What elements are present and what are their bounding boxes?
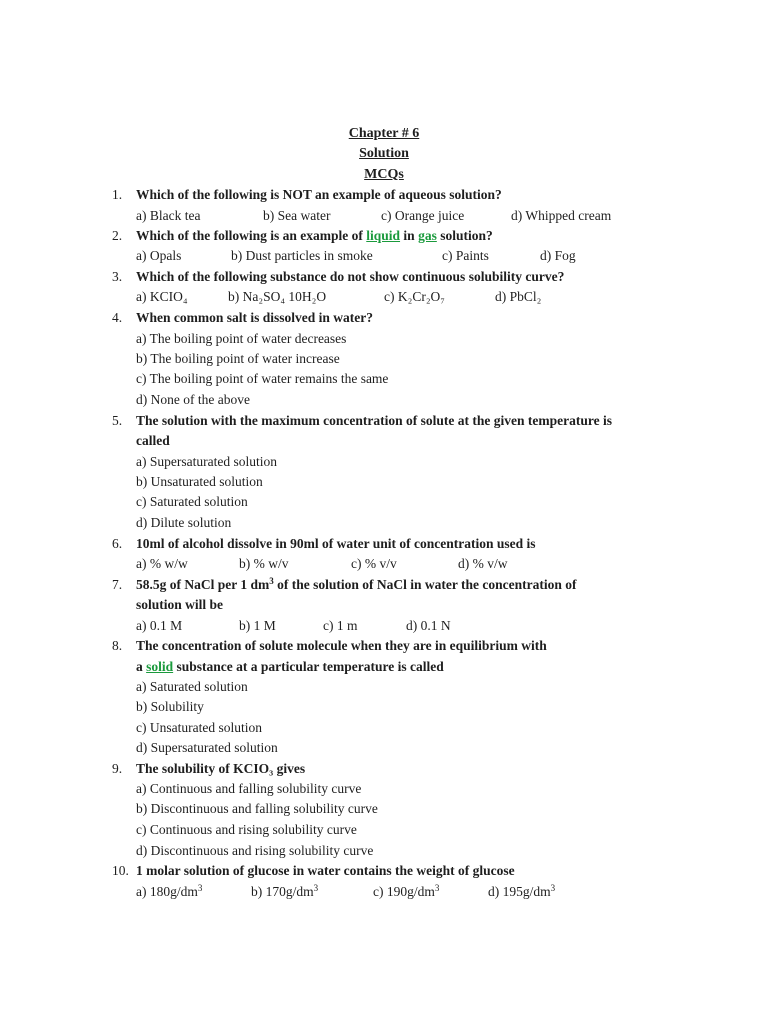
option-b: b) % w/v [239,556,289,571]
question-text-continued: a solid substance at a particular temperature is called [136,659,444,674]
option-c: c) $190g/dm^3$ [373,883,440,899]
question-number: 3. [112,269,123,284]
option-c: c) Orange juice [381,208,465,223]
question-text: The concentration of solute molecule when they are in equilibrium with [136,638,547,653]
question-text: The solution with the maximum concentration of solute at the given temperature is [136,413,612,428]
option-d: d) Supersaturated solution [136,740,278,755]
question-number: 9. [112,761,123,776]
option-c: c) Continuous and rising solubility curve [136,822,357,837]
option-a: a) 0.1 M [136,618,183,633]
option-a: a) The boiling point of water decreases [136,331,347,346]
option-c: c) 1 m [323,618,358,633]
question-number: 2. [112,228,123,243]
option-b: b) 1 M [239,618,276,633]
question-text-continued: solution will be [136,597,224,612]
option-a: a) % w/w [136,556,188,571]
option-c: c) Paints [442,248,489,263]
question-text: 1 molar solution of glucose in water contains the weight of glucose [136,863,515,878]
option-b: b) Discontinuous and falling solubility curve [136,801,378,816]
option-d: d) None of the above [136,392,250,407]
option-b: b) The boiling point of water increase [136,351,340,366]
question-number: 6. [112,536,123,551]
question-number: 4. [112,310,123,325]
highlight-liquid: liquid [366,228,401,243]
highlight-gas: gas [418,228,437,243]
option-b: b) Dust particles in smoke [231,248,373,263]
option-a: a) Supersaturated solution [136,454,277,469]
question-number: 10. [112,863,129,878]
question-text: Which of the following is NOT an example of aqueous solution? [136,187,502,202]
option-b: b) Na₂SO₄ 10H₂O [228,289,327,304]
option-d: d) $195g/dm^3$ [488,883,556,899]
option-a: a) Black tea [136,208,201,223]
option-b: b) Sea water [263,208,331,223]
option-d: d) PbCl₂ [495,289,542,304]
option-b: b) $170g/dm^3$ [251,883,319,899]
option-a: a) Opals [136,248,182,263]
option-c: c) The boiling point of water remains the same [136,371,389,386]
option-b: b) Solubility [136,699,204,714]
question-number: 5. [112,413,123,428]
option-a: a) $180g/dm^3$ [136,883,203,899]
option-c: c) Saturated solution [136,494,248,509]
question-text: 58.5g of NaCl per 1 $dm^3$ of the solution of NaCl in water the concentration of [136,576,577,592]
option-c: c) Unsaturated solution [136,720,262,735]
option-d: d) Dilute solution [136,515,232,530]
option-a: a) Continuous and falling solubility curve [136,781,362,796]
option-d: d) Whipped cream [511,208,612,223]
option-b: b) Unsaturated solution [136,474,263,489]
question-text-continued: called [136,433,170,448]
question-number: 1. [112,187,123,202]
option-a: a) Saturated solution [136,679,248,694]
chapter-heading: Chapter # 6 [348,126,420,141]
question-text: 10ml of alcohol dissolve in 90ml of water unit of concentration used is [136,536,536,551]
section-heading: MCQs [364,167,404,182]
question-number: 8. [112,638,123,653]
question-number: 7. [112,577,123,592]
option-c: c) K₂Cr₂O₇ [384,289,445,304]
highlight-solid: solid [146,659,174,674]
option-d: d) Fog [540,248,576,263]
question-text: Which of the following is an example of liquid in gas solution? [136,228,493,243]
option-c: c) % v/v [351,556,397,571]
question-text: Which of the following substance do not show continuous solubility curve? [136,269,565,284]
option-a: a) KCIO₄ [136,289,188,304]
question-text: When common salt is dissolved in water? [136,310,374,325]
option-d: d) Discontinuous and rising solubility curve [136,843,374,858]
topic-heading: Solution [359,146,409,161]
option-d: d) % v/w [458,556,508,571]
question-text: The solubility of KCIO₃ gives [136,761,306,776]
option-d: d) 0.1 N [406,618,451,633]
